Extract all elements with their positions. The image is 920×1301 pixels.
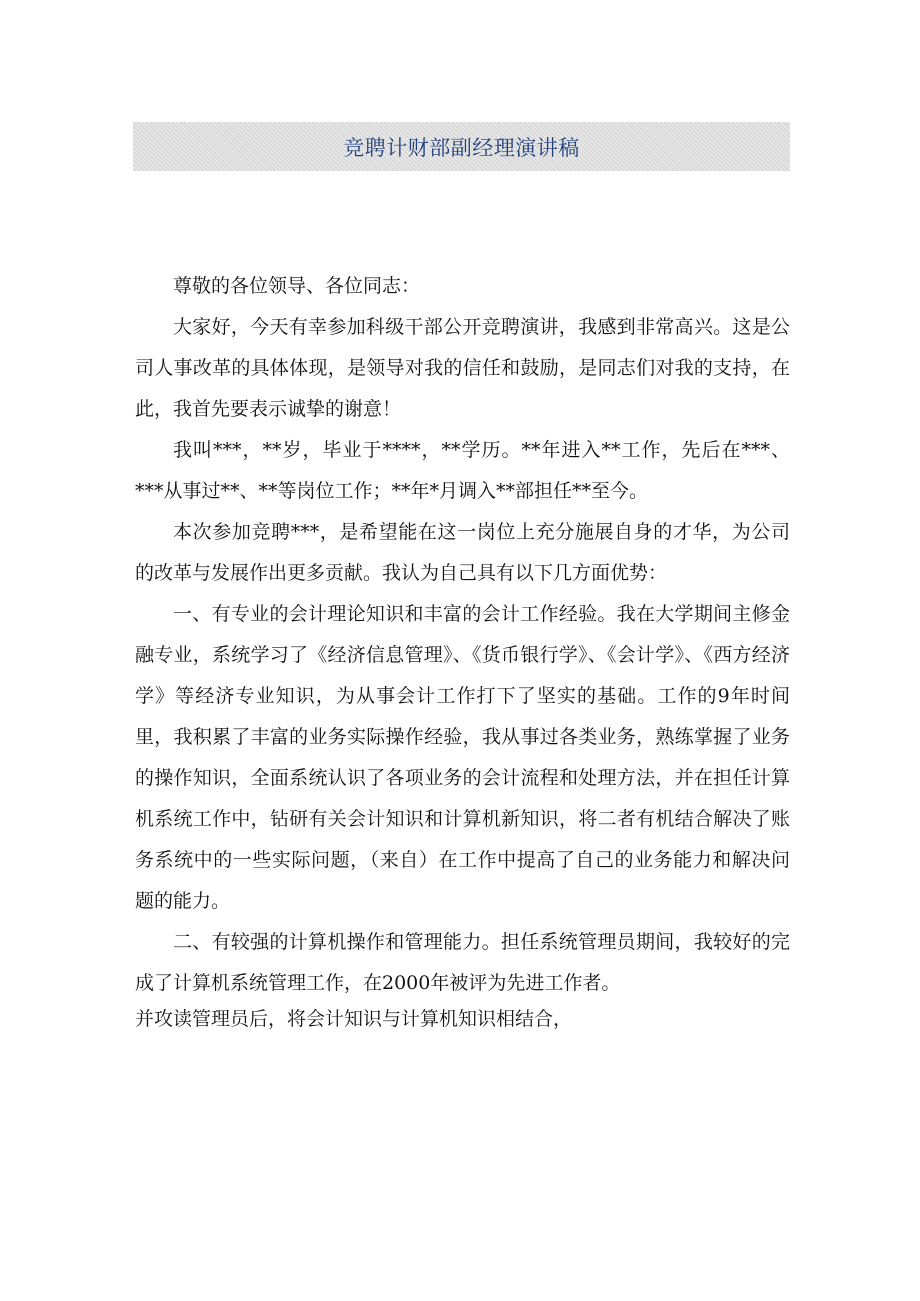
title-banner — [133, 122, 790, 171]
paragraph-introduction: 我叫***，**岁，毕业于****，**学历。**年进入**工作，先后在***、***从事过**、**等岗位工作；**年*月调入**部担任**至今。 — [135, 439, 790, 502]
paragraph-tail-line: 并攻读管理员后，将会计知识与计算机知识相结合， — [135, 1008, 573, 1030]
salutation: 尊敬的各位领导、各位同志： — [173, 275, 421, 297]
document-body — [135, 266, 790, 1034]
paragraph-advantage-one: 一、有专业的会计理论知识和丰富的会计工作经验。我在大学期间主修金融专业，系统学习了《经济信息管理》、《货币银行学》、《会计学》、《西方经济学》等经济专业知识，为从事会计工作打下了坚实的基础。工作的9年时间里，我积累了丰富的业务实际操作经验，我从事过各类业务，熟练掌握了业务的操作知识，全面系统认识了各项业务的会计流程和处理方法，并在担任计算机系统工作中，钻研有关会计知识和计算机新知识，将二者有机结合解决了账务系统中的一些实际问题，（来自）在工作中提高了自己的业务能力和解决问题的能力。 — [135, 603, 790, 912]
paragraph-greeting: 大家好，今天有幸参加科级干部公开竞聘演讲，我感到非常高兴。这是公司人事改革的具体体现，是领导对我的信任和鼓励，是同志们对我的支持，在此，我首先要表示诚挚的谢意！ — [135, 316, 790, 420]
document-title: 竞聘计财部副经理演讲稿 — [343, 135, 580, 160]
paragraph-advantage-two: 二、有较强的计算机操作和管理能力。担任系统管理员期间，我较好的完成了计算机系统管理工作，在2000年被评为先进工作者。 — [135, 931, 790, 994]
paragraph-purpose: 本次参加竞聘***，是希望能在这一岗位上充分施展自身的才华，为公司的改革与发展作出更多贡献。我认为自己具有以下几方面优势： — [135, 521, 790, 584]
